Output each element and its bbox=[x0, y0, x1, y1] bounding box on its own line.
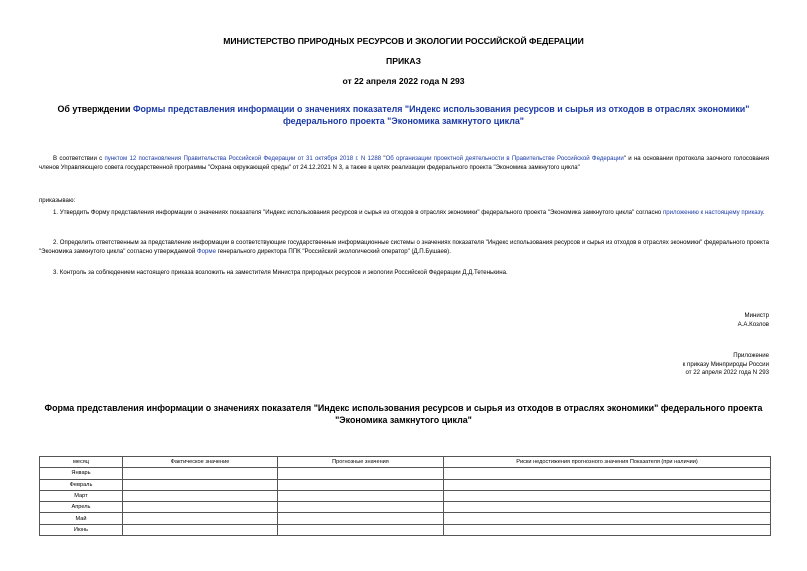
form-table bbox=[39, 456, 771, 536]
item-2-form-link[interactable]: Форме bbox=[196, 247, 216, 255]
month-cell: Апрель bbox=[40, 502, 123, 513]
forecast-cell bbox=[278, 468, 444, 479]
appendix-block bbox=[683, 352, 769, 378]
forecast-cell bbox=[278, 524, 444, 535]
actual-cell bbox=[123, 513, 278, 524]
risks-cell bbox=[444, 513, 771, 524]
month-cell: Март bbox=[40, 490, 123, 501]
table-row bbox=[40, 513, 771, 524]
title-link[interactable]: Формы представления информации о значениях показателя "Индекс использования ресурсов и сырья из отходов в отраслях экономики" bbox=[132, 104, 750, 114]
item-3: 3. Контроль за соблюдением настоящего приказа возложить на заместителя Министра природных ресурсов и экологии Российской Федерации Д.Д.Тетенькина. bbox=[53, 269, 508, 276]
preamble-paragraph: В соответствии с пунктом 12 постановления Правительства Российской Федерации от 31 октября 2018 г. N 1288 "Об организации проектной деятельности в Правительстве Российской Федерации" и на основании протокола заочного голосования членов Управляющего совета государственной программы "Охрана окружающей среды" от 24.12.2021 N 3, а также в целях реализации федерального проекта "Экономика замкнутого цикла" bbox=[39, 155, 770, 171]
actual-cell bbox=[123, 479, 278, 490]
col-header-month: месяц bbox=[40, 457, 123, 468]
form-title bbox=[0, 402, 807, 426]
preamble-link-decree[interactable]: пунктом 12 постановления Правительства Российской Федерации от 31 октября 2018 г. N 1288 bbox=[104, 155, 382, 162]
col-header-risks: Риски недостижения прогнозного значения Показателя (при наличии) bbox=[444, 457, 771, 468]
month-cell: Февраль bbox=[40, 479, 123, 490]
col-header-forecast: Прогнозные значения bbox=[278, 457, 444, 468]
actual-cell bbox=[123, 524, 278, 535]
forecast-cell bbox=[278, 490, 444, 501]
month-cell: Май bbox=[40, 513, 123, 524]
table-row bbox=[40, 479, 771, 490]
appendix-date: от 22 апреля 2022 года N 293 bbox=[685, 369, 769, 377]
appendix-ref: к приказу Минприроды России bbox=[682, 360, 769, 368]
col-header-actual: Фактическое значение bbox=[123, 457, 278, 468]
title-prefix: Об утверждении bbox=[57, 104, 133, 114]
table-row bbox=[40, 490, 771, 501]
form-title-line2: "Экономика замкнутого цикла" bbox=[335, 415, 472, 425]
item-1: 1. Утвердить Форму представления информации о значениях показателя "Индекс использования ресурсов и сырья из отходов в отраслях экономики" федерального проекта "Экономика замкнутого цикла" согласно приложению к настоящему приказу. bbox=[53, 209, 765, 216]
signature-name: А.А.Козлов bbox=[737, 320, 769, 328]
forecast-cell bbox=[278, 479, 444, 490]
table-row bbox=[40, 502, 771, 513]
item-2: 2. Определить ответственным за представление информации в соответствующие государственные информационные системы о значениях показателя "Индекс использования ресурсов и сырья из отходов в отраслях экономики" федерального проекта "Экономика замкнутого цикла" согласно утверждаемой Форме генерального директора ППК "Российский экологический оператор" (Д.П.Бушаев). bbox=[39, 239, 769, 255]
actual-cell bbox=[123, 502, 278, 513]
month-cell: Июнь bbox=[40, 524, 123, 535]
table-row bbox=[40, 468, 771, 479]
risks-cell bbox=[444, 490, 771, 501]
risks-cell bbox=[444, 524, 771, 535]
table-header-row bbox=[40, 457, 771, 468]
doc-date-number: от 22 апреля 2022 года N 293 bbox=[342, 76, 465, 86]
appendix-label: Приложение bbox=[733, 352, 769, 359]
item-1-appendix-link[interactable]: приложению к настоящему приказу bbox=[662, 209, 763, 216]
month-cell: Январь bbox=[40, 468, 123, 479]
forecast-cell bbox=[278, 502, 444, 513]
page-title bbox=[0, 103, 807, 127]
order-word: приказываю: bbox=[39, 197, 76, 204]
ministry-name: МИНИСТЕРСТВО ПРИРОДНЫХ РЕСУРСОВ И ЭКОЛОГИИ РОССИЙСКОЙ ФЕДЕРАЦИИ bbox=[223, 36, 584, 46]
signature-block bbox=[738, 312, 769, 329]
risks-cell bbox=[444, 468, 771, 479]
actual-cell bbox=[123, 490, 278, 501]
doc-type: ПРИКАЗ bbox=[386, 56, 421, 66]
form-title-line1: Форма представления информации о значениях показателя "Индекс использования ресурсов и сырья из отходов в отраслях экономики" федерального проекта bbox=[44, 403, 763, 413]
forecast-cell bbox=[278, 513, 444, 524]
table-row bbox=[40, 524, 771, 535]
actual-cell bbox=[123, 468, 278, 479]
preamble-link-project[interactable]: Об организации проектной деятельности в Правительстве Российской Федерации bbox=[385, 155, 624, 162]
title-line2[interactable]: федерального проекта "Экономика замкнутого цикла" bbox=[283, 116, 524, 126]
signature-position: Министр bbox=[744, 312, 769, 319]
risks-cell bbox=[444, 502, 771, 513]
risks-cell bbox=[444, 479, 771, 490]
